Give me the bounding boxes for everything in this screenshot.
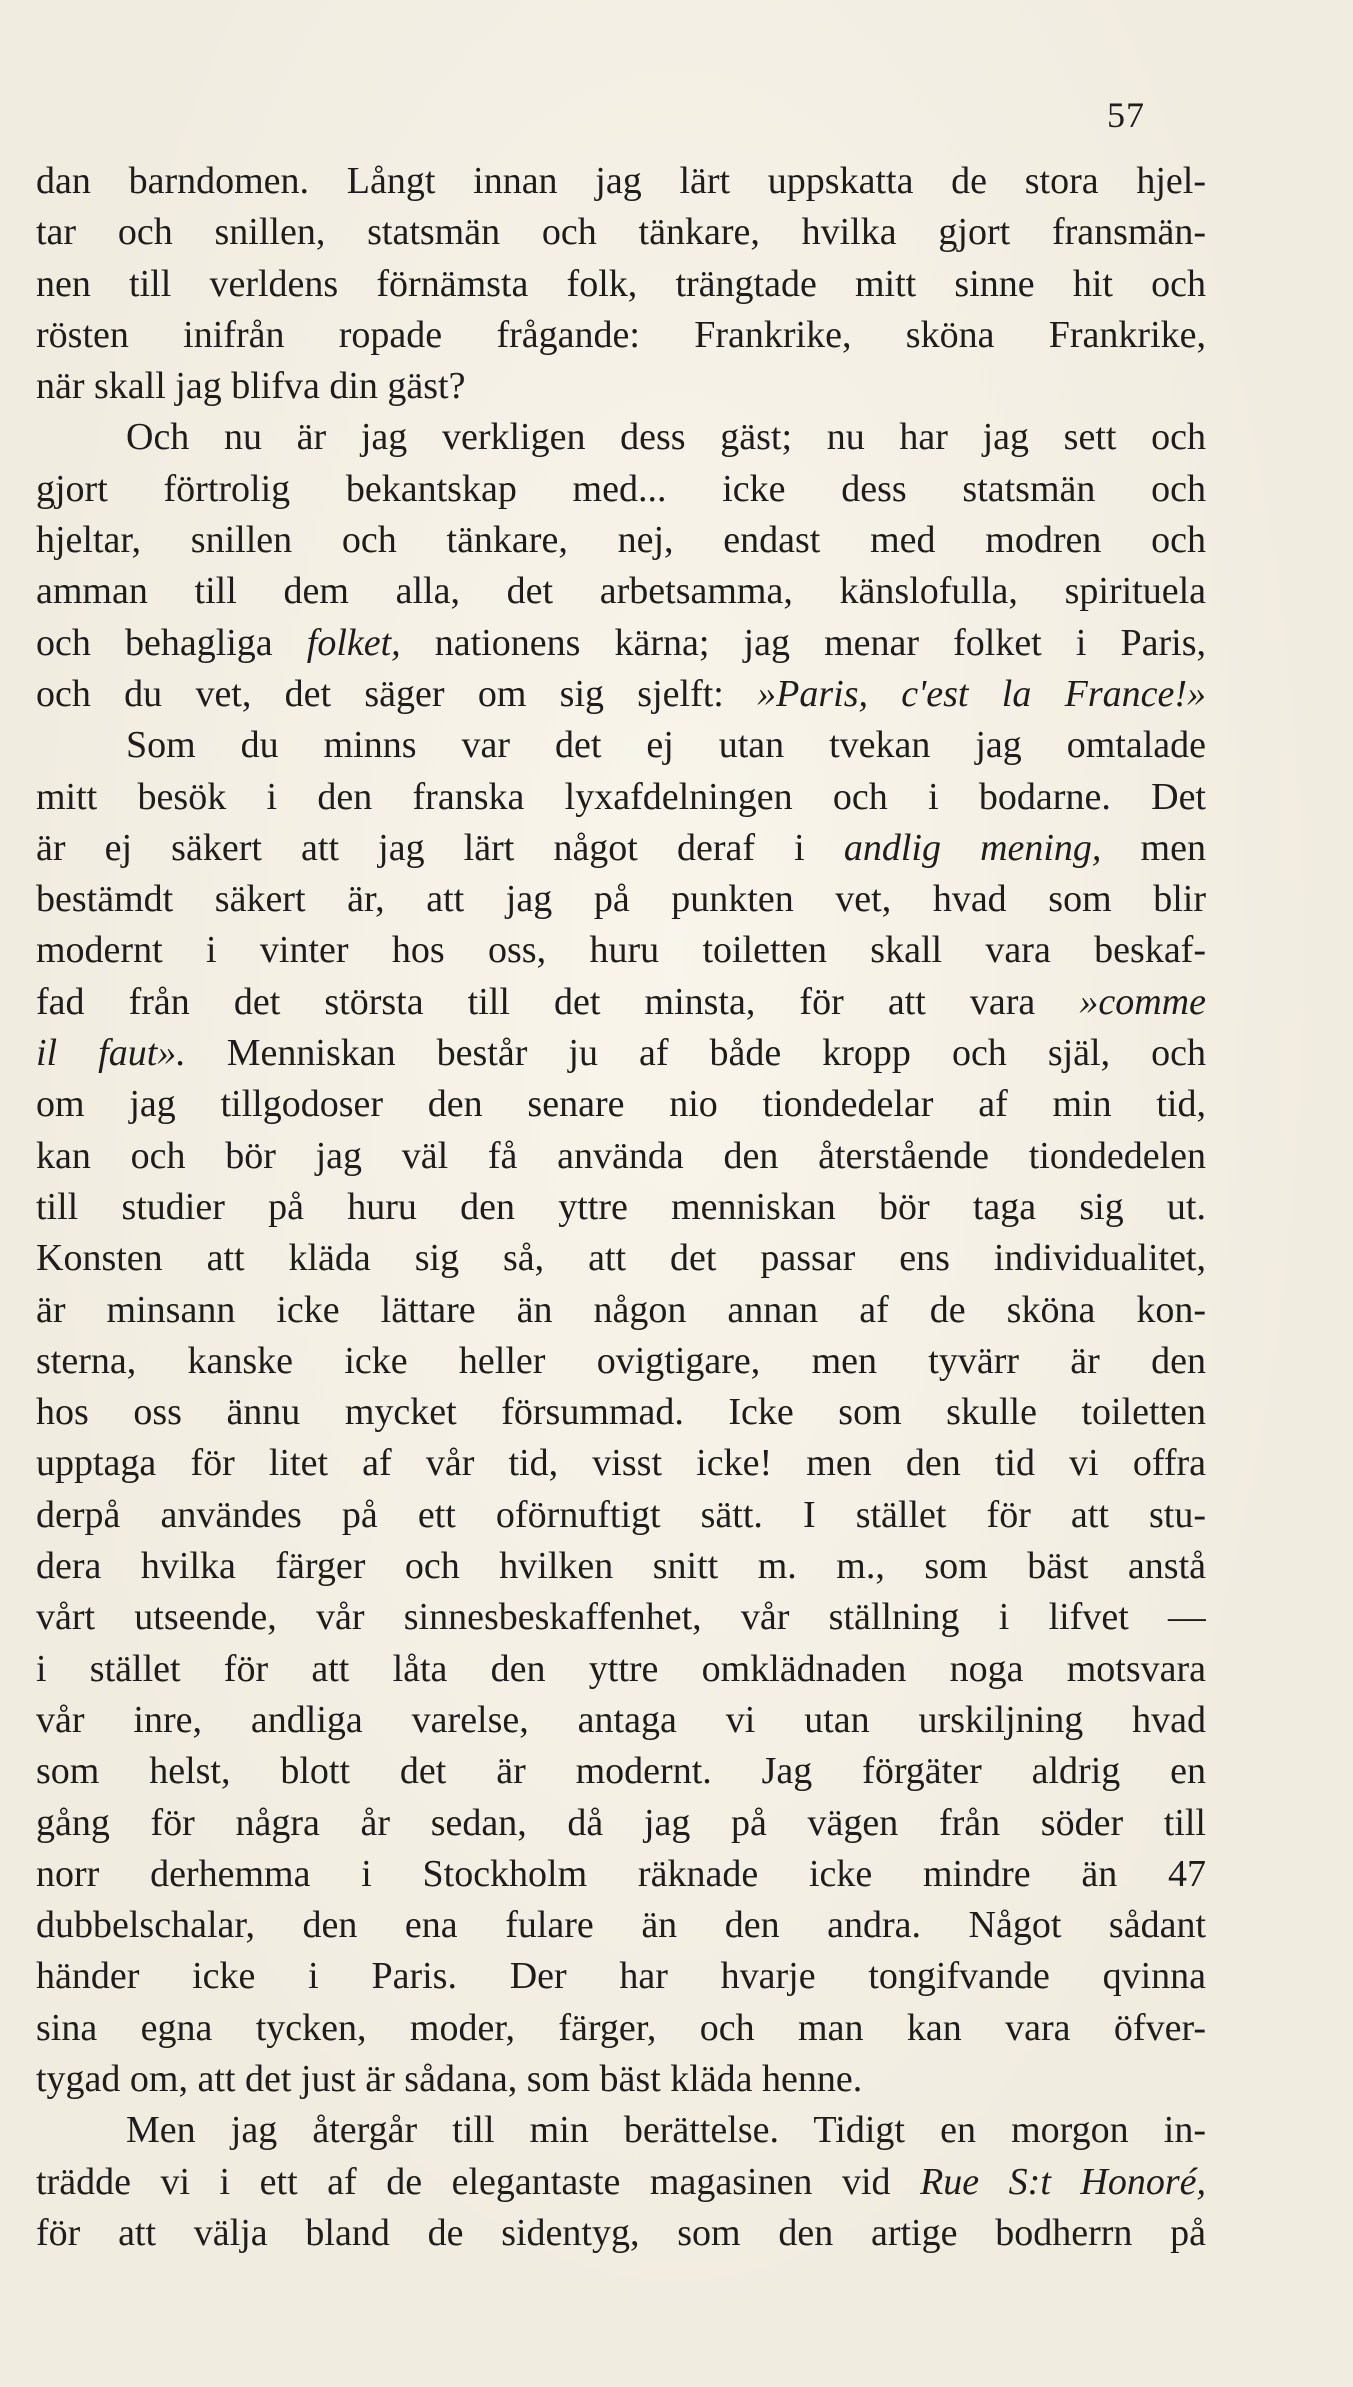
text-segment: och behagliga <box>36 621 307 664</box>
text-line: när skall jag blifva din gäst? <box>36 365 466 408</box>
text-line: modernt i vinter hos oss, huru toiletten skall vara beskaf- <box>36 929 1206 972</box>
italic-phrase: il faut». <box>36 1032 186 1075</box>
text-segment: men <box>1101 826 1206 869</box>
italic-phrase: »comme <box>1079 980 1206 1023</box>
text-line: hjeltar, snillen och tänkare, nej, endast med modren och <box>36 519 1206 562</box>
text-line <box>36 977 1206 1028</box>
text-line: tygad om, att det just är sådana, som bäst kläda henne. <box>36 2057 863 2100</box>
italic-phrase: Rue S:t Honoré, <box>920 2160 1206 2203</box>
text-line: gång för några år sedan, då jag på vägen från söder till <box>36 1801 1206 1844</box>
text-line <box>36 669 1206 720</box>
text-line: hos oss ännu mycket försummad. Icke som skulle toiletten <box>36 1391 1206 1434</box>
text-line: för att välja bland de sidentyg, som den artige bodherrn på <box>36 2211 1206 2254</box>
text-line: tar och snillen, statsmän och tänkare, hvilka gjort fransmän- <box>36 211 1206 254</box>
text-segment: fad från det största till det minsta, för att vara <box>36 980 1080 1023</box>
body-text <box>36 156 1206 2259</box>
text-line <box>36 618 1206 669</box>
text-line: Men jag återgår till min berättelse. Tidigt en morgon in- <box>126 2109 1206 2152</box>
text-line: dera hvilka färger och hvilken snitt m. m., som bäst anstå <box>36 1545 1206 1588</box>
text-line: mitt besök i den franska lyxafdelningen och i bodarne. Det <box>36 775 1206 818</box>
text-line: om jag tillgodoser den senare nio tiondedelar af min tid, <box>36 1083 1206 1126</box>
text-line: sina egna tycken, moder, färger, och man kan vara öfver- <box>36 2006 1206 2049</box>
text-line: dan barndomen. Långt innan jag lärt uppskatta de stora hjel- <box>36 160 1206 202</box>
text-line: dubbelschalar, den ena fulare än den andra. Något sådant <box>36 1904 1206 1947</box>
text-line: i stället för att låta den yttre omklädnaden noga motsvara <box>36 1647 1206 1690</box>
text-line: Som du minns var det ej utan tvekan jag omtalade <box>126 724 1206 767</box>
text-line: Konsten att kläda sig så, att det passar ens individualitet, <box>36 1237 1206 1280</box>
text-line: vår inre, andliga varelse, antaga vi utan urskiljning hvad <box>36 1698 1206 1741</box>
text-line: sterna, kanske icke heller ovigtigare, men tyvärr är den <box>36 1339 1206 1382</box>
text-line <box>36 2157 1206 2208</box>
text-line: derpå användes på ett oförnuftigt sätt. I stället för att stu- <box>36 1493 1206 1536</box>
text-line: kan och bör jag väl få använda den återstående tiondedelen <box>36 1134 1206 1177</box>
text-line: vårt utseende, vår sinnesbeskaffenhet, vår ställning i lifvet — <box>36 1596 1206 1639</box>
text-line: amman till dem alla, det arbetsamma, känslofulla, spirituela <box>36 570 1206 613</box>
text-line: bestämdt säkert är, att jag på punkten vet, hvad som blir <box>36 878 1206 921</box>
italic-phrase: folket, <box>306 621 401 664</box>
text-segment: Menniskan består ju af både kropp och själ, och <box>185 1032 1206 1075</box>
text-segment: nationens kärna; jag menar folket i Paris, <box>400 621 1206 664</box>
text-line: rösten inifrån ropade frågande: Frankrike, sköna Frankrike, <box>36 313 1206 356</box>
text-segment: och du vet, det säger om sig sjelft: <box>36 672 758 715</box>
text-segment: är ej säkert att jag lärt något deraf i <box>36 826 844 869</box>
text-line <box>36 823 1206 874</box>
text-line: nen till verldens förnämsta folk, trängtade mitt sinne hit och <box>36 262 1206 305</box>
text-line: norr derhemma i Stockholm räknade icke mindre än 47 <box>36 1852 1206 1895</box>
text-line: händer icke i Paris. Der har hvarje tongifvande qvinna <box>36 1955 1206 1998</box>
italic-phrase: »Paris, c'est la France!» <box>757 672 1206 715</box>
text-line: gjort förtrolig bekantskap med... icke dess statsmän och <box>36 467 1206 510</box>
text-segment: trädde vi i ett af de elegantaste magasinen vid <box>36 2160 921 2203</box>
text-line: Och nu är jag verkligen dess gäst; nu har jag sett och <box>126 416 1206 459</box>
text-line <box>36 1028 1206 1079</box>
text-line: är minsann icke lättare än någon annan af de sköna kon- <box>36 1288 1206 1331</box>
text-line: upptaga för litet af vår tid, visst icke! men den tid vi offra <box>36 1442 1206 1485</box>
text-line: som helst, blott det är modernt. Jag förgäter aldrig en <box>36 1750 1206 1793</box>
text-line: till studier på huru den yttre menniskan bör taga sig ut. <box>36 1185 1206 1228</box>
page-number: 57 <box>1107 95 1145 135</box>
italic-phrase: andlig mening, <box>843 826 1102 869</box>
